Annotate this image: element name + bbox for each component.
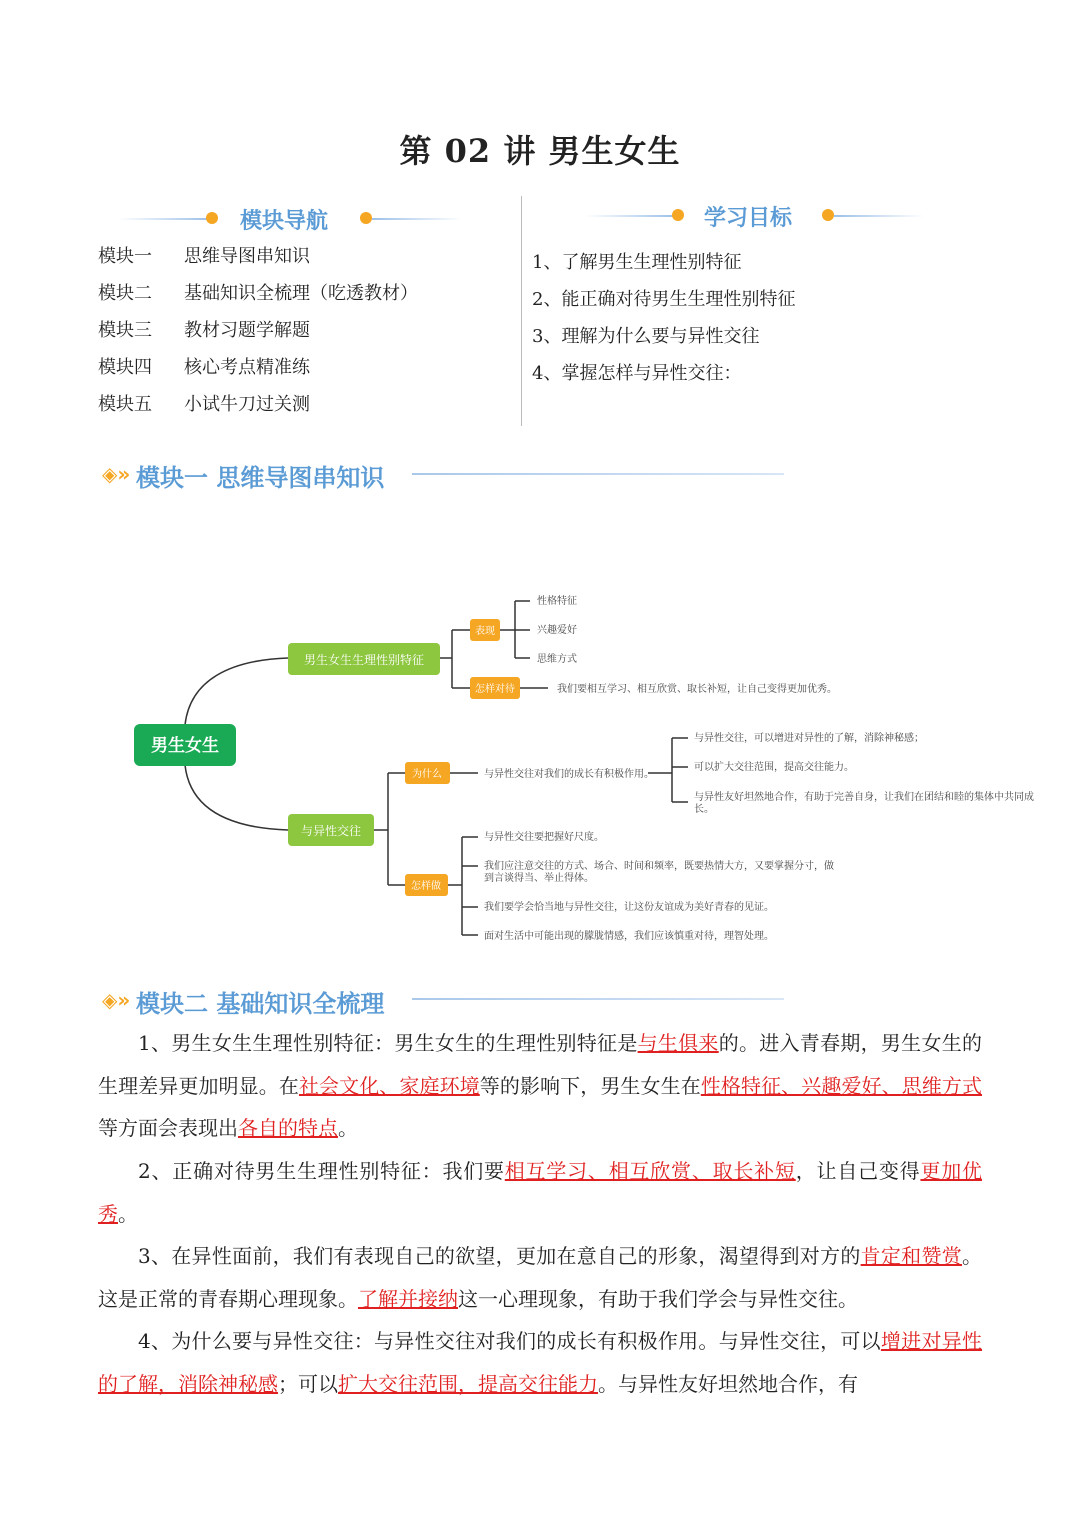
- page-title: 第 02 讲 男生女生: [399, 132, 681, 170]
- mindmap-leaf: 与异性交往要把握好尺度。: [484, 832, 604, 843]
- mindmap-leaf: 思维方式: [537, 654, 577, 665]
- paragraph-4: 4、为什么要与异性交往：与异性交往对我们的成长有积极作用。与异性交往，可以增进对异性的了解，消除神秘感；可以扩大交往范围，提高交往能力。与异性友好坦然地合作，有: [98, 1329, 982, 1396]
- keyword: 相互学习、相互欣赏、取长补短: [504, 1159, 796, 1183]
- mindmap-leaf: 长。: [694, 804, 714, 815]
- nav-header-line-left: [118, 218, 210, 220]
- nav-item[interactable]: 模块一 思维导图串知识: [98, 246, 310, 267]
- goals-header-dot-right: [822, 209, 834, 221]
- keyword: 增进对异性的了解，消除神秘感: [98, 1329, 982, 1396]
- mindmap-edge: [500, 601, 530, 658]
- mindmap-leaf: 兴趣爱好: [537, 625, 577, 636]
- keyword: 性格特征、兴趣爱好、思维方式: [700, 1073, 983, 1098]
- goal-item: 1、了解男生生理性别特征: [532, 252, 742, 273]
- goals-header-line-left: [585, 215, 675, 217]
- mindmap-root-label: 男生女生: [151, 736, 219, 756]
- nav-header: 模块导航: [240, 209, 329, 234]
- goals-header-line-right: [834, 215, 924, 217]
- paragraph-2: 2、正确对待男生生理性别特征：我们要相互学习、相互欣赏、取长补短，让自己变得更加优秀。: [98, 1159, 983, 1226]
- paragraph-3: 3、在异性面前，我们有表现自己的欲望，更加在意自己的形象，渴望得到对方的肯定和赞赏。这是正常的青春期心理现象。了解并接纳这一心理现象，有助于我们学会与异性交往。: [98, 1244, 982, 1311]
- keyword: 扩大交往范围，提高交往能力: [338, 1371, 598, 1396]
- keyword: 肯定和赞赏: [860, 1244, 962, 1268]
- keyword: 社会文化、家庭环境: [298, 1073, 480, 1098]
- mindmap-leaf: 我们要相互学习、相互欣赏、取长补短，让自己变得更加优秀。: [557, 684, 837, 695]
- mindmap-b2-sub1-label: 为什么: [412, 769, 442, 780]
- mindmap-edge: [185, 765, 288, 830]
- keyword: 了解并接纳: [358, 1286, 458, 1311]
- nav-header-line-right: [372, 218, 462, 220]
- mindmap: [0, 570, 1080, 960]
- goal-item: 2、能正确对待男生生理性别特征: [532, 289, 796, 310]
- nav-list: [98, 242, 418, 427]
- nav-item[interactable]: 模块四 核心考点精准练: [98, 357, 310, 378]
- mindmap-leaf: 与异性交往对我们的成长有积极作用。: [484, 769, 654, 780]
- nav-item[interactable]: 模块五 小试牛刀过关测: [98, 394, 310, 415]
- nav-item[interactable]: 模块二 基础知识全梳理（吃透教材）: [98, 283, 418, 304]
- nav-header-dot-left: [206, 212, 218, 224]
- mindmap-branch1-label: 男生女生生理性别特征: [303, 653, 425, 667]
- nav-header-dot-right: [360, 212, 372, 224]
- mindmap-edge: [440, 630, 470, 688]
- mindmap-leaf: 我们要学会恰当地与异性交往，让这份友谊成为美好青春的见证。: [484, 902, 774, 913]
- section2-title: 模块二 基础知识全梳理: [136, 990, 385, 1018]
- goal-item: 4、掌握怎样与异性交往：: [532, 363, 742, 384]
- column-divider: [521, 196, 522, 426]
- section2-icon: ◈»: [102, 988, 131, 1012]
- paragraph-1: 1、男生女生生理性别特征：男生女生的生理性别特征是与生俱来的。进入青春期，男生女生的生理差异更加明显。在社会文化、家庭环境等的影响下，男生女生在性格特征、兴趣爱好、思维方式等方面会表现出各自的特点。: [98, 1031, 983, 1140]
- mindmap-b1-sub1-label: 表现: [475, 626, 495, 637]
- mindmap-edge: [448, 837, 478, 935]
- mindmap-edge: [374, 773, 405, 885]
- keyword: 各自的特点: [238, 1116, 338, 1140]
- keyword: 更加优秀: [98, 1159, 983, 1226]
- goals-header: 学习目标: [704, 206, 793, 231]
- keyword: 与生俱来: [637, 1031, 719, 1055]
- goals-header-dot-left: [672, 209, 684, 221]
- section2-line: [412, 998, 784, 1000]
- mindmap-edge: [185, 658, 288, 725]
- mindmap-b1-sub2-label: 怎样对待: [475, 684, 515, 695]
- mindmap-edge: [648, 738, 688, 802]
- goal-item: 3、理解为什么要与异性交往: [532, 326, 760, 347]
- mindmap-leaf: 到言谈得当、举止得体。: [484, 873, 594, 884]
- mindmap-leaf: 性格特征: [537, 596, 577, 607]
- goals-list: [532, 248, 795, 396]
- mindmap-leaf: 可以扩大交往范围，提高交往能力。: [694, 762, 854, 773]
- mindmap-leaf: 我们应注意交往的方式、场合、时间和频率，既要热情大方，又要掌握分寸，做: [484, 861, 834, 872]
- section1-title: 模块一 思维导图串知识: [136, 464, 385, 492]
- section1-line: [412, 473, 784, 475]
- nav-item[interactable]: 模块三 教材习题学解题: [98, 320, 310, 341]
- mindmap-leaf: 面对生活中可能出现的朦胧情感，我们应该慎重对待，理智处理。: [484, 931, 774, 942]
- mindmap-leaf: 与异性友好坦然地合作，有助于完善自身，让我们在团结和睦的集体中共同成: [694, 792, 1034, 803]
- mindmap-branch2-label: 与异性交往: [300, 824, 362, 838]
- mindmap-leaf: 与异性交往，可以增进对异性的了解，消除神秘感；: [694, 733, 924, 744]
- mindmap-b2-sub2-label: 怎样做: [411, 881, 441, 892]
- section1-icon: ◈»: [102, 462, 131, 486]
